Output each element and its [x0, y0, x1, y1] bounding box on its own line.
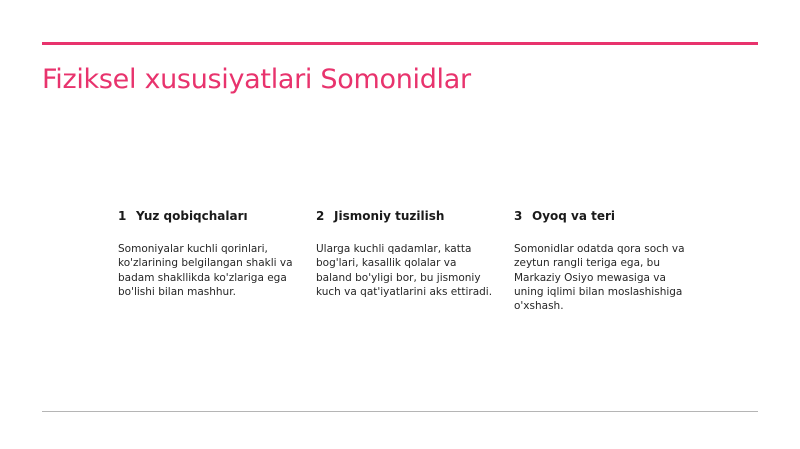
column-title: Oyoq va teri: [532, 209, 616, 223]
column-title: Jismoniy tuzilish: [334, 209, 445, 223]
feature-column-3: [514, 206, 692, 313]
column-heading: [316, 206, 494, 226]
column-heading: [514, 206, 692, 226]
column-number: 3: [514, 209, 523, 223]
slide-title: Fiziksel xususiyatlari Somonidlar: [42, 64, 471, 95]
column-text: Ularga kuchli qadamlar, katta bog'lari, kasallik qolalar va baland bo'yligi bor, bu jismoniy kuch va qat'iyatlarini aks ettiradi.: [316, 243, 493, 298]
top-divider: [42, 42, 758, 45]
column-heading: [118, 206, 296, 226]
feature-column-1: [118, 206, 296, 299]
column-number: 2: [316, 209, 325, 223]
feature-column-2: [316, 206, 494, 299]
column-number: 1: [118, 209, 127, 223]
column-text: Somonidlar odatda qora soch va zeytun rangli teriga ega, bu Markaziy Osiyo mewasiga va uning iqlimi bilan moslashishiga o'xshash.: [514, 243, 685, 313]
column-title: Yuz qobiqchaları: [136, 209, 248, 223]
column-text: Somoniyalar kuchli qorinlari, ko'zlarining belgilangan shakli va badam shakllikda ko'zlariga ega bo'lishi bilan mashhur.: [118, 243, 293, 298]
bottom-divider: [42, 411, 758, 412]
